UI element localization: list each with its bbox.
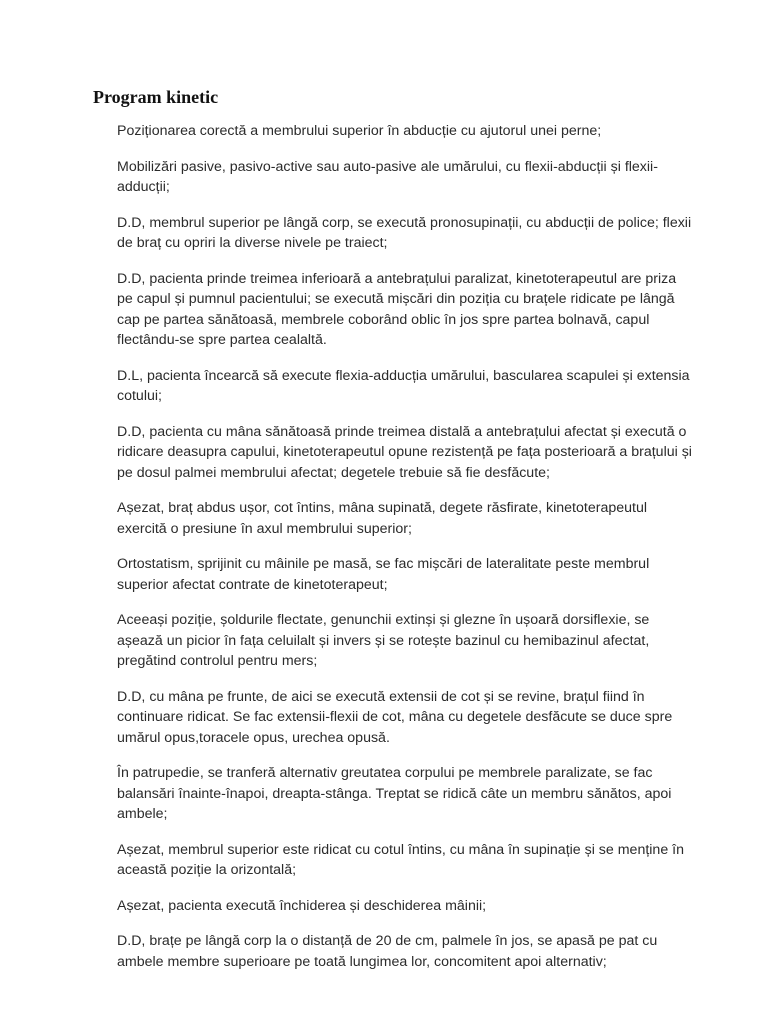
paragraph: În patrupedie, se tranferă alternativ greutatea corpului pe membrele paralizate, se fac balansări înainte-înapoi, dreapta-stânga. Treptat se ridică câte un membru sănătos, apoi ambele; — [117, 765, 672, 822]
paragraph: D.D, membrul superior pe lângă corp, se execută pronosupinații, cu abducții de police; flexii de braț cu opriri la diverse nivele pe traiect; — [117, 214, 692, 251]
paragraph: D.D, cu mâna pe frunte, de aici se execută extensii de cot și se revine, brațul fiind în continuare ridicat. Se fac extensii-flexii de cot, mâna cu degetele desfăcute se duce spre umărul opus,toracele opus, urechea opusă. — [117, 688, 673, 746]
paragraph: D.D, pacienta cu mâna sănătoasă prinde treimea distală a antebrațului afectat și execută o ridicare deasupra capului, kinetoterapeutul opune rezistență pe fața posterioară a brațului și pe dosul palmei membrului afectat; degetele trebuie să fie desfăcute; — [117, 423, 692, 481]
paragraph: Poziționarea corectă a membrului superior în abducție cu ajutorul unei perne; — [117, 123, 602, 139]
paragraph: Mobilizări pasive, pasivo-active sau auto-pasive ale umărului, cu flexii-abducții și flexii-adducții; — [117, 158, 658, 195]
paragraph: Așezat, membrul superior este ridicat cu cotul întins, cu mâna în supinație și se menține în această poziție la orizontală; — [117, 841, 684, 878]
document-body — [117, 121, 692, 987]
paragraph: Ortostatism, sprijinit cu mâinile pe masă, se fac mișcări de lateralitate peste membrul superior afectat contrate de kinetoterapeut; — [117, 556, 650, 593]
paragraph: Așezat, braț abdus ușor, cot întins, mâna supinată, degete răsfirate, kinetoterapeutul exercită o presiune în axul membrului superior; — [117, 500, 647, 537]
paragraph: Aceeași poziție, șoldurile flectate, genunchii extinși și glezne în ușoară dorsiflexie, se așează un picior în fața celuilalt și invers și se rotește bazinul cu hemibazinul afectat, pregătind controlul pentru mers; — [117, 612, 650, 669]
document-title: Program kinetic — [93, 87, 219, 107]
paragraph: D.D, pacienta prinde treimea inferioară a antebrațului paralizat, kinetoterapeutul are priza pe capul și pumnul pacientului; se execută mișcări din poziția cu brațele ridicate pe lângă cap pe partea sănătoasă, membrele coborând oblic în jos spre partea bolnavă, capul flectându-se spre partea cealaltă. — [117, 270, 677, 348]
paragraph: D.D, brațe pe lângă corp la o distanță de 20 de cm, palmele în jos, se apasă pe pat cu ambele membre superioare pe toată lungimea lor, concomitent apoi alternativ; — [117, 933, 658, 970]
paragraph: D.L, pacienta încearcă să execute flexia-adducția umărului, bascularea scapulei și extensia cotului; — [117, 367, 690, 404]
paragraph: Așezat, pacienta execută închiderea și deschiderea mâinii; — [117, 897, 487, 914]
